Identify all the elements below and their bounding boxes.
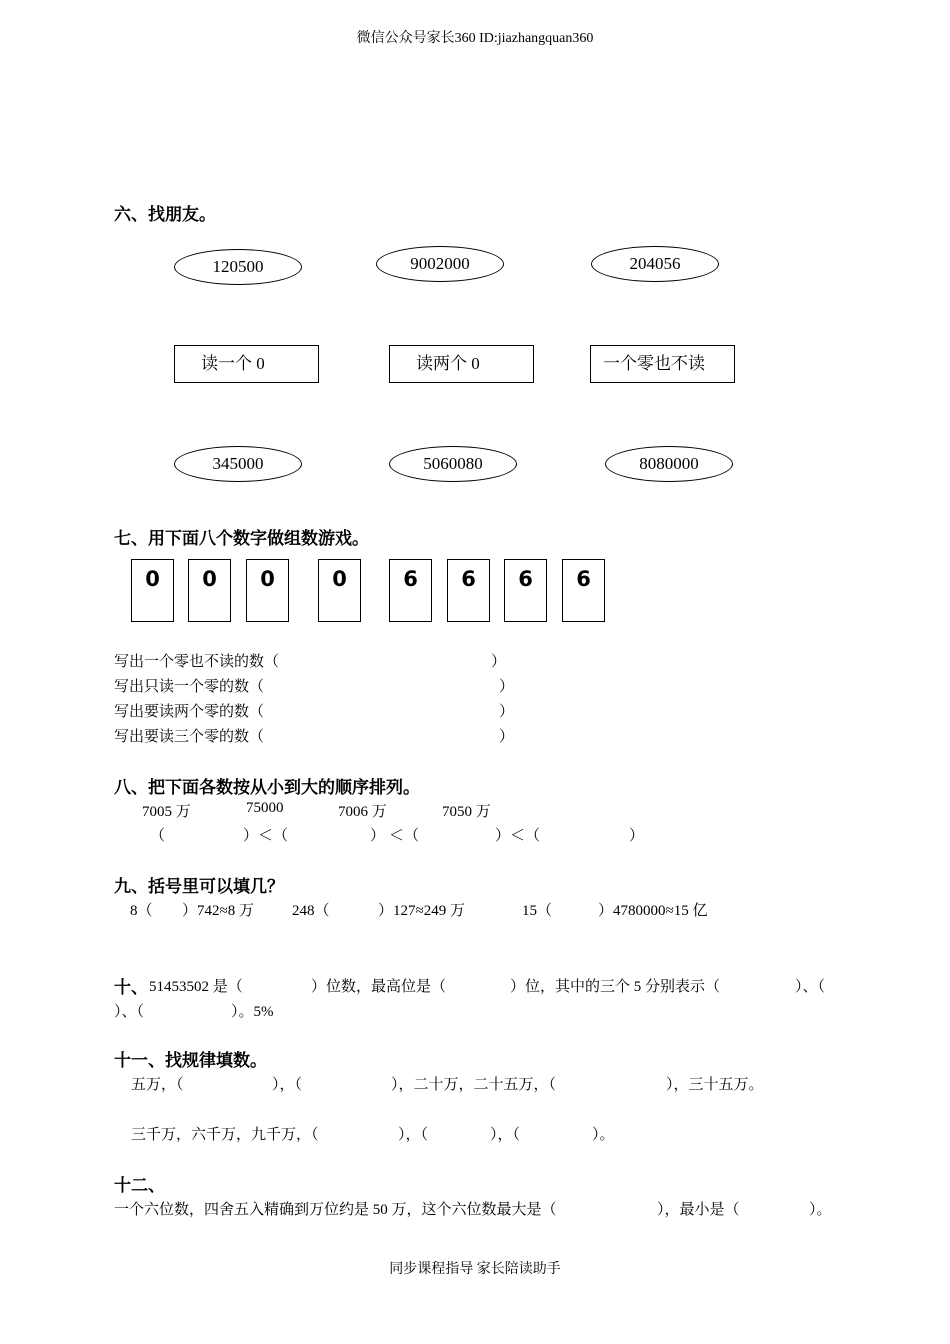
number-item: 7050 万 [442,804,491,820]
answer-bracket: ） [629,828,645,844]
fill-item: ）742≈8 万 [182,903,254,919]
digit-card: 0 [188,559,231,622]
reading-box [389,345,534,383]
question-close: ） [499,729,515,745]
section-9-title: 九、括号里可以填几？ [114,877,284,897]
number-item: 75000 [246,800,284,816]
question-text: 一个六位数，四舍五入精确到万位约是 50 万，这个六位数最大是（ [114,1202,557,1218]
pattern-text: ），（ [398,1127,429,1143]
answer-bracket: ）＜（ [495,828,541,844]
answer-bracket: ＜（ [389,828,420,844]
question-text: ）位数，最高位是（ [311,979,447,995]
number-oval-text: 8080000 [639,454,699,473]
pattern-text: ），（ [490,1127,521,1143]
question-text: ）、（ [795,979,826,995]
question-close: ） [499,679,515,695]
digit-card: 6 [504,559,547,622]
number-oval-text: 204056 [629,254,681,273]
number-oval-text: 9002000 [410,254,470,273]
reading-box-text: 读两个 0 [416,354,480,373]
answer-bracket: ）＜（ [243,828,289,844]
page-header: 微信公众号家长360 ID:jiazhangquan360 [356,31,594,46]
question-label: 写出要读三个零的数（ [114,729,265,745]
digit-card: 0 [246,559,289,622]
number-item: 7006 万 [338,804,387,820]
number-oval-text: 120500 [212,257,264,276]
pattern-text: ），（ [272,1077,303,1093]
fill-item: ）127≈249 万 [378,903,465,919]
digit-card: 6 [389,559,432,622]
question-text: ）位，其中的三个 5 分别表示（ [510,979,721,995]
pattern-text: ），三十五万。 [666,1077,764,1093]
section-8-title: 八、把下面各数按从小到大的顺序排列。 [114,778,420,798]
reading-box-text: 读一个 0 [201,354,265,373]
number-oval [174,446,302,482]
question-text: ）。5% [231,1004,274,1020]
section-12-title: 十二、 [114,1176,165,1196]
question-text: 51453502 是（ [149,979,243,995]
question-close: ） [491,654,507,670]
digit-card: 6 [562,559,605,622]
question-label: 写出要读两个零的数（ [114,704,265,720]
section-11-title: 十一、找规律填数。 [114,1051,267,1071]
question-text: ），最小是（ [657,1202,740,1218]
number-oval [174,249,302,285]
question-close: ） [499,704,515,720]
question-label: 写出只读一个零的数（ [114,679,265,695]
digit-card: 6 [447,559,490,622]
number-oval [376,246,504,282]
digit-card: 0 [318,559,361,622]
number-oval-text: 5060080 [423,454,483,473]
digit-card: 0 [131,559,174,622]
section-7-title: 七、用下面八个数字做组数游戏。 [114,529,369,549]
section-6-title: 六、找朋友。 [114,205,216,225]
fill-item: 248（ [292,903,330,919]
page-footer: 同步课程指导 家长陪读助手 [389,1262,561,1277]
pattern-text: 五万，（ [131,1077,184,1093]
pattern-text: 三千万，六千万，九千万，（ [131,1127,319,1143]
fill-item: 15（ [522,903,553,919]
question-text: ）。 [809,1202,832,1218]
pattern-text: ），二十万，二十五万，（ [391,1077,557,1093]
section-10-title: 十、 [114,978,148,998]
answer-bracket: ） [370,828,386,844]
number-item: 7005 万 [142,804,191,820]
number-oval [591,246,719,282]
reading-box [174,345,319,383]
number-oval [389,446,517,482]
fill-item: ）4780000≈15 亿 [598,903,708,919]
reading-box [590,345,735,383]
reading-box-text: 一个零也不读 [603,354,705,373]
answer-bracket: （ [150,828,166,844]
pattern-text: ）。 [592,1127,615,1143]
number-oval-text: 345000 [212,454,264,473]
question-text: ）、（ [114,1004,145,1020]
fill-item: 8（ [130,903,153,919]
question-label: 写出一个零也不读的数（ [114,654,280,670]
number-oval [605,446,733,482]
